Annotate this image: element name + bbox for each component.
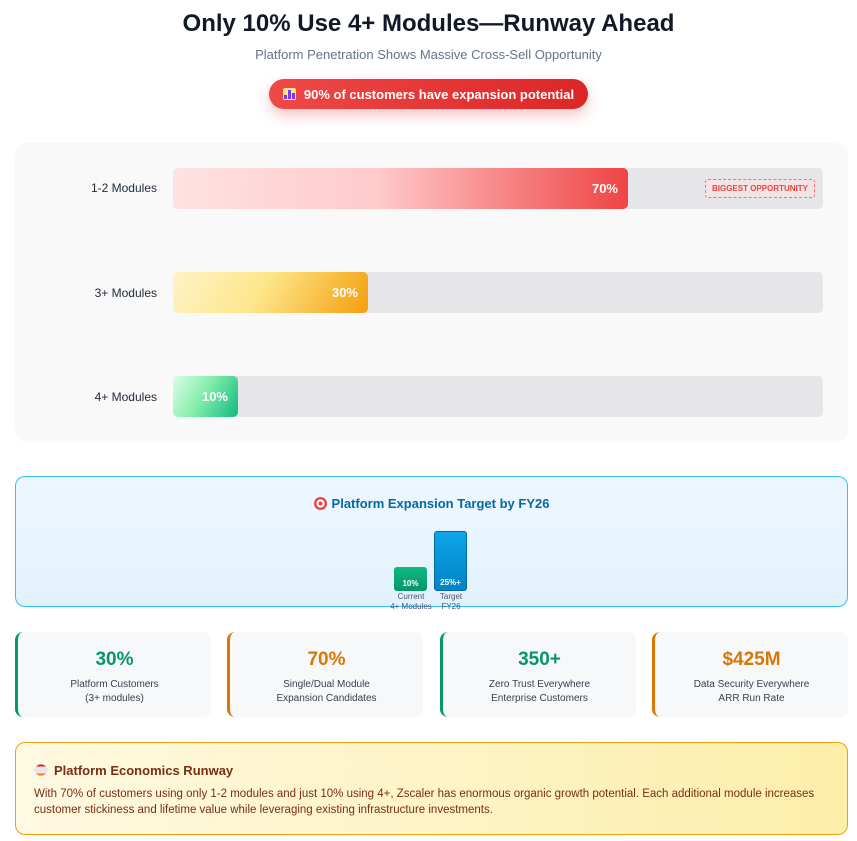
bar-label: 3+ Modules bbox=[94, 286, 157, 300]
current-bar-value: 10% bbox=[402, 579, 419, 588]
note-title-text: Platform Economics Runway bbox=[54, 763, 234, 778]
stat-value: 70% bbox=[307, 649, 346, 670]
expansion-potential-text: 90% of customers have expansion potential bbox=[303, 86, 575, 102]
bar-track bbox=[173, 272, 823, 313]
stat-label: Platform Customers (3+ modules) bbox=[70, 679, 159, 704]
stat-value: 350+ bbox=[518, 649, 561, 670]
target-title bbox=[16, 496, 847, 511]
bar-track bbox=[173, 376, 823, 417]
expansion-target-panel bbox=[15, 476, 848, 611]
rocket-icon bbox=[33, 762, 50, 779]
stat-label: Zero Trust Everywhere Enterprise Customers bbox=[488, 679, 591, 704]
bar bbox=[173, 376, 238, 417]
stat-value: 30% bbox=[95, 649, 134, 670]
bar-value-label: 70% bbox=[591, 181, 618, 196]
current-bar-label: Current 4+ Modules bbox=[390, 592, 432, 611]
bar-value-label: 10% bbox=[201, 389, 228, 404]
expansion-potential-badge bbox=[269, 79, 588, 109]
bar bbox=[173, 168, 628, 209]
target-bar-value: 25%+ bbox=[440, 578, 461, 587]
bar-value-label: 30% bbox=[331, 285, 358, 300]
note-title bbox=[34, 763, 233, 778]
platform-economics-note bbox=[15, 742, 848, 835]
stat-label: Data Security Everywhere ARR Run Rate bbox=[693, 679, 810, 704]
bar bbox=[173, 272, 368, 313]
bar-label: 4+ Modules bbox=[94, 390, 157, 404]
stat-card bbox=[15, 632, 211, 717]
page-title: Only 10% Use 4+ Modules—Runway Ahead bbox=[182, 10, 675, 37]
stat-card bbox=[227, 632, 423, 717]
target-icon bbox=[314, 497, 327, 510]
stat-label: Single/Dual Module Expansion Candidates bbox=[276, 679, 377, 704]
target-bar bbox=[434, 531, 467, 591]
stat-card bbox=[652, 632, 848, 717]
bar-chart-icon bbox=[283, 88, 296, 100]
stat-value: $425M bbox=[722, 649, 781, 670]
module-penetration-chart bbox=[15, 143, 848, 442]
note-body: With 70% of customers using only 1-2 modules and just 10% using 4+, Zscaler has enormous organic growth potential. Each additional module increases customer stickiness and lifetime value while leveraging existing infrastructure investments. bbox=[34, 788, 815, 816]
current-bar bbox=[394, 567, 427, 591]
page-subtitle: Platform Penetration Shows Massive Cross-Sell Opportunity bbox=[255, 47, 602, 62]
bar-track bbox=[173, 168, 823, 209]
stat-card bbox=[440, 632, 636, 717]
target-title-text: Platform Expansion Target by FY26 bbox=[331, 496, 550, 511]
bar-label: 1-2 Modules bbox=[90, 181, 157, 195]
target-bar-label: Target FY26 bbox=[439, 592, 463, 611]
biggest-opportunity-tag: BIGGEST OPPORTUNITY bbox=[705, 179, 815, 198]
